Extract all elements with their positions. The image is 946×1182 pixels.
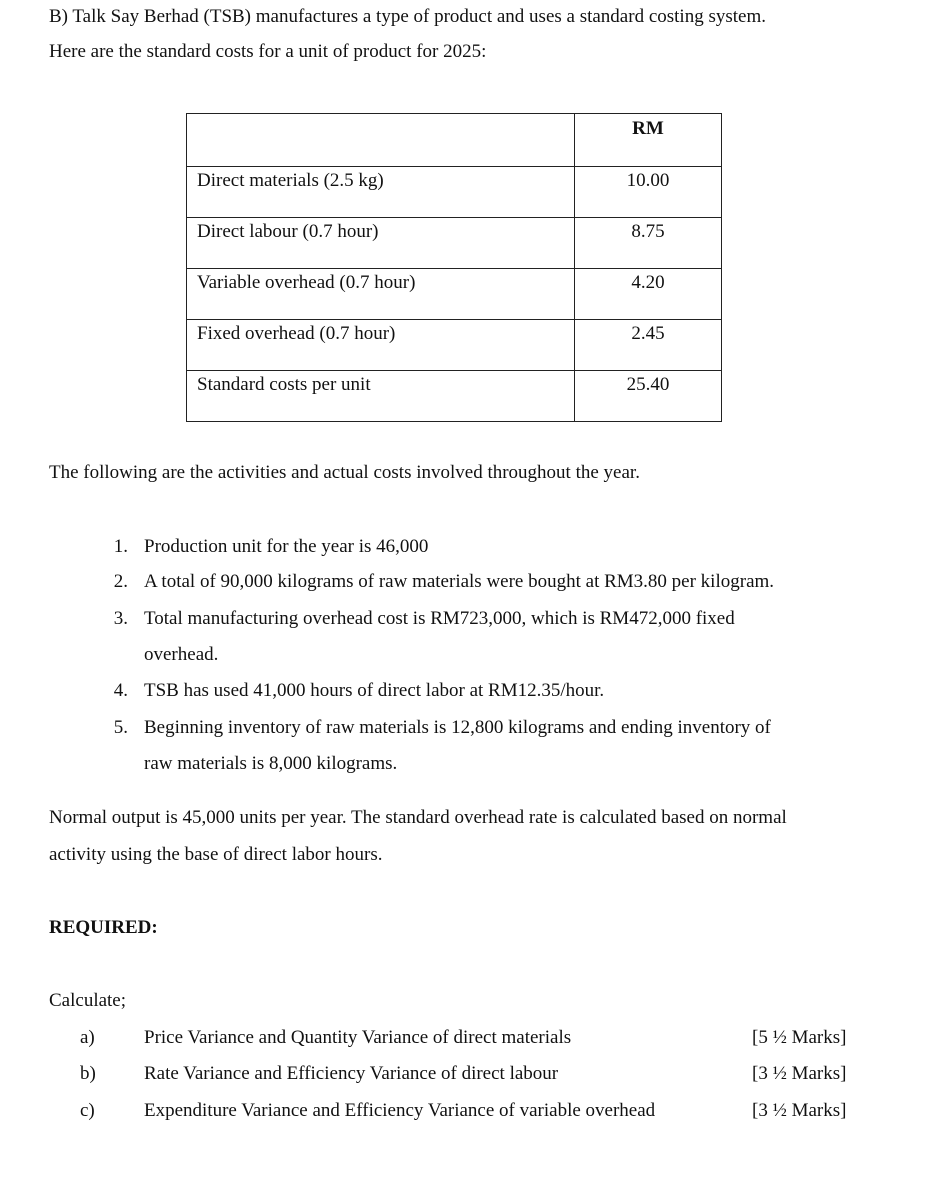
list-item-number: 4. [113,680,128,701]
table-row [187,269,722,320]
table-header-row [187,114,722,167]
table-header-rm: RM [575,114,722,167]
activities-intro: The following are the activities and actual costs involved throughout the year. [49,462,640,483]
cost-amount: 25.40 [575,371,722,422]
intro-line-2: Here are the standard costs for a unit of product for 2025: [49,41,487,62]
table-row [187,371,722,422]
cost-amount: 4.20 [575,269,722,320]
list-item: A total of 90,000 kilograms of raw materials were bought at RM3.80 per kilogram. [144,571,775,592]
table-row [187,320,722,371]
cost-amount: 8.75 [575,218,722,269]
list-item: Production unit for the year is 46,000 [144,536,429,557]
list-item: TSB has used 41,000 hours of direct labor at RM12.35/hour. [144,680,605,701]
question-text: Expenditure Variance and Efficiency Variance of variable overhead [144,1100,656,1121]
cost-amount: 2.45 [575,320,722,371]
list-item: Total manufacturing overhead cost is RM723,000, which is RM472,000 fixed [144,608,735,629]
list-item-number: 1. [113,536,128,557]
question-label: c) [80,1100,95,1121]
question-marks: [3 ½ Marks] [752,1063,847,1084]
table-row [187,218,722,269]
table-header-item [187,114,575,167]
cost-item: Direct materials (2.5 kg) [187,167,575,218]
standard-cost-table [186,113,722,422]
intro-line-1: B) Talk Say Berhad (TSB) manufactures a type of product and uses a standard costing system. [49,6,766,27]
list-item: Beginning inventory of raw materials is 12,800 kilograms and ending inventory of [144,717,771,738]
calculate-label: Calculate; [49,990,127,1011]
normal-output-line-1: Normal output is 45,000 units per year. The standard overhead rate is calculated based on normal [49,807,787,828]
question-marks: [3 ½ Marks] [752,1100,847,1121]
normal-output-line-2: activity using the base of direct labor hours. [49,844,383,865]
cost-item: Standard costs per unit [187,371,575,422]
list-item-number: 5. [113,717,128,738]
question-marks: [5 ½ Marks] [752,1027,847,1048]
cost-item: Fixed overhead (0.7 hour) [187,320,575,371]
cost-item: Variable overhead (0.7 hour) [187,269,575,320]
list-item-continuation: raw materials is 8,000 kilograms. [144,753,398,774]
cost-item: Direct labour (0.7 hour) [187,218,575,269]
question-text: Price Variance and Quantity Variance of direct materials [144,1027,572,1048]
list-item-number: 2. [113,571,128,592]
list-item-continuation: overhead. [144,644,219,665]
cost-amount: 10.00 [575,167,722,218]
list-item-number: 3. [113,608,128,629]
table-row [187,167,722,218]
required-heading: REQUIRED: [49,917,158,938]
question-label: a) [80,1027,95,1048]
question-label: b) [80,1063,96,1084]
question-text: Rate Variance and Efficiency Variance of direct labour [144,1063,559,1084]
